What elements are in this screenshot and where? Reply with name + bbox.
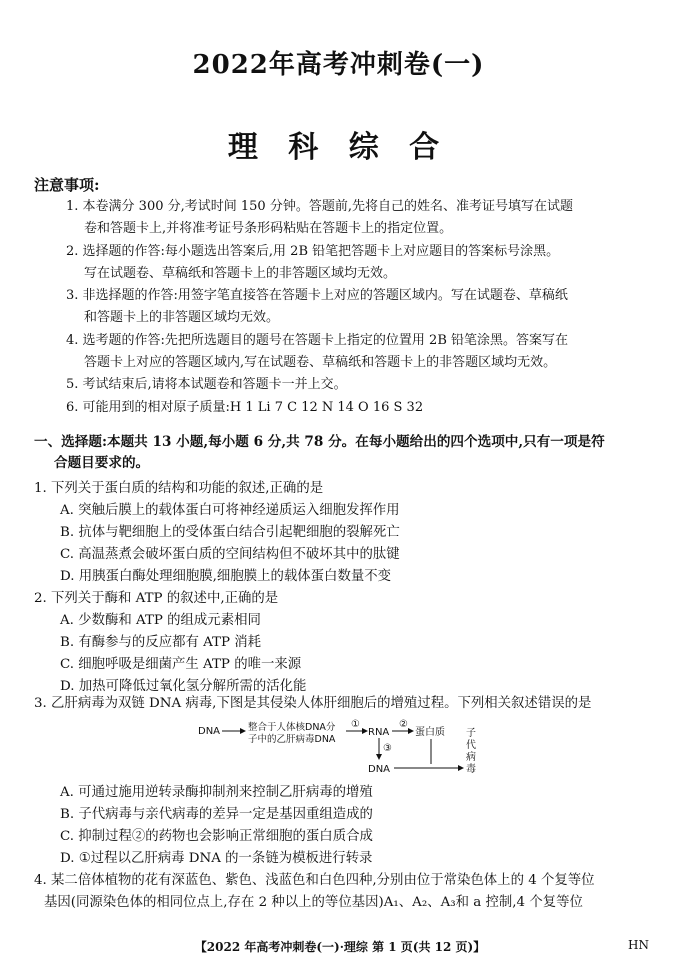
diagram-step-3: ③ <box>383 743 392 754</box>
option-a: A. 少数酶和 ATP 的组成元素相同 <box>60 613 261 628</box>
option-a: A. 可通过施用逆转录酶抑制剂来控制乙肝病毒的增殖 <box>60 785 373 800</box>
question-3-options <box>34 782 654 870</box>
notice-line: 4. 选考题的作答:先把所选题目的题号在答题卡上指定的位置用 2B 铅笔涂黑。答案写在 <box>66 332 569 348</box>
diagram-step-2: ② <box>399 719 408 730</box>
option-c: C. 抑制过程②的药物也会影响正常细胞的蛋白质合成 <box>60 829 373 844</box>
diagram-dna2-label: DNA <box>368 764 391 775</box>
subject-title: 理 科 综 合 <box>227 130 450 165</box>
notice-line: 2. 选择题的作答:每小题选出答案后,用 2B 铅笔把答题卡上对应题目的答案标号涂黑。 <box>66 243 560 259</box>
notice-line: 3. 非选择题的作答:用签字笔直接答在答题卡上对应的答题区域内。写在试题卷、草稿纸 <box>66 288 568 304</box>
question-stem: 1. 下列关于蛋白质的结构和功能的叙述,正确的是 <box>34 481 324 496</box>
option-d: D. 加热可降低过氧化氢分解所需的活化能 <box>60 679 307 694</box>
notice-item <box>66 397 654 419</box>
question-stem: 3. 乙肝病毒为双链 DNA 病毒,下图是其侵染人体肝细胞后的增殖过程。下列相关叙述错误的是 <box>34 696 592 711</box>
notice-item <box>66 374 654 396</box>
notice-item <box>66 330 654 375</box>
question-1 <box>34 478 654 588</box>
question-stem: 2. 下列关于酶和 ATP 的叙述中,正确的是 <box>34 591 279 606</box>
question-3-stem <box>34 693 654 715</box>
notice-line: 5. 考试结束后,请将本试题卷和答题卡一并上交。 <box>66 377 347 393</box>
question-4 <box>34 870 654 914</box>
diagram-rna-label: RNA <box>368 727 390 738</box>
diagram-step-1: ① <box>351 719 360 730</box>
notice-item <box>66 241 654 286</box>
option-a: A. 突触后膜上的载体蛋白可将神经递质运入细胞发挥作用 <box>60 503 400 518</box>
notice-line: 答题卡上对应的答题区域内,写在试题卷、草稿纸和答题卡上的非答题区域均无效。 <box>84 355 557 371</box>
diagram-protein-label: 蛋白质 <box>415 727 445 738</box>
notice-line: 6. 可能用到的相对原子质量:H 1 Li 7 C 12 N 14 O 16 S 32 <box>66 399 424 415</box>
exam-title: 2022年高考冲刺卷(一) <box>192 50 485 80</box>
diagram-dna-label: DNA <box>198 726 221 737</box>
footer-region-code: HN <box>628 938 649 952</box>
option-b: B. 子代病毒与亲代病毒的差异一定是基因重组造成的 <box>60 807 373 822</box>
diagram-offspring-label: 毒 <box>466 764 476 775</box>
question-stem: 4. 某二倍体植物的花有深蓝色、紫色、浅蓝色和白色四种,分别由位于常染色体上的 4 个复等位 <box>34 873 595 888</box>
notice-line: 和答题卡上的非答题区域均无效。 <box>84 310 280 326</box>
footer-page-info: 【2022 年高考冲刺卷(一)·理综 第 1 页(共 12 页)】 <box>194 940 486 954</box>
option-c: C. 细胞呼吸是细菌产生 ATP 的唯一来源 <box>60 657 302 672</box>
section-heading <box>34 432 654 474</box>
diagram-offspring-label: 代 <box>466 740 476 751</box>
diagram-offspring-label: 子 <box>466 728 476 739</box>
diagram-offspring-label: 病 <box>466 752 476 763</box>
diagram-integrated-label: 子中的乙肝病毒DNA <box>248 734 336 745</box>
option-b: B. 有酶参与的反应都有 ATP 消耗 <box>60 635 262 650</box>
notice-line: 1. 本卷满分 300 分,考试时间 150 分钟。答题前,先将自己的姓名、准考证号填写在试题 <box>66 199 573 214</box>
question-2 <box>34 588 654 698</box>
diagram-integrated-label: 整合于人体核DNA分 <box>248 722 336 733</box>
notice-heading: 注意事项: <box>34 176 100 194</box>
notice-list <box>66 196 654 419</box>
section-line: 合题目要求的。 <box>54 455 150 471</box>
notice-line: 写在试题卷、草稿纸和答题卡上的非答题区域均无效。 <box>84 265 397 281</box>
notice-item <box>66 285 654 330</box>
notice-item <box>66 196 654 241</box>
question-stem: 基因(同源染色体的相同位点上,存在 2 种以上的等位基因)A₁、A₂、A₃和 a 控制,4 个复等位 <box>44 895 583 910</box>
option-c: C. 高温蒸煮会破坏蛋白质的空间结构但不破坏其中的肽键 <box>60 547 400 562</box>
notice-line: 卷和答题卡上,并将准考证号条形码粘贴在答题卡上的指定位置。 <box>84 221 453 237</box>
option-b: B. 抗体与靶细胞上的受体蛋白结合引起靶细胞的裂解死亡 <box>60 525 400 540</box>
option-d: D. 用胰蛋白酶处理细胞膜,细胞膜上的载体蛋白数量不变 <box>60 569 392 584</box>
hbv-replication-diagram <box>196 718 496 780</box>
option-d: D. ①过程以乙肝病毒 DNA 的一条链为模板进行转录 <box>60 851 373 866</box>
section-line: 一、选择题:本题共 13 小题,每小题 6 分,共 78 分。在每小题给出的四个选项中,只有一项是符 <box>34 434 605 450</box>
